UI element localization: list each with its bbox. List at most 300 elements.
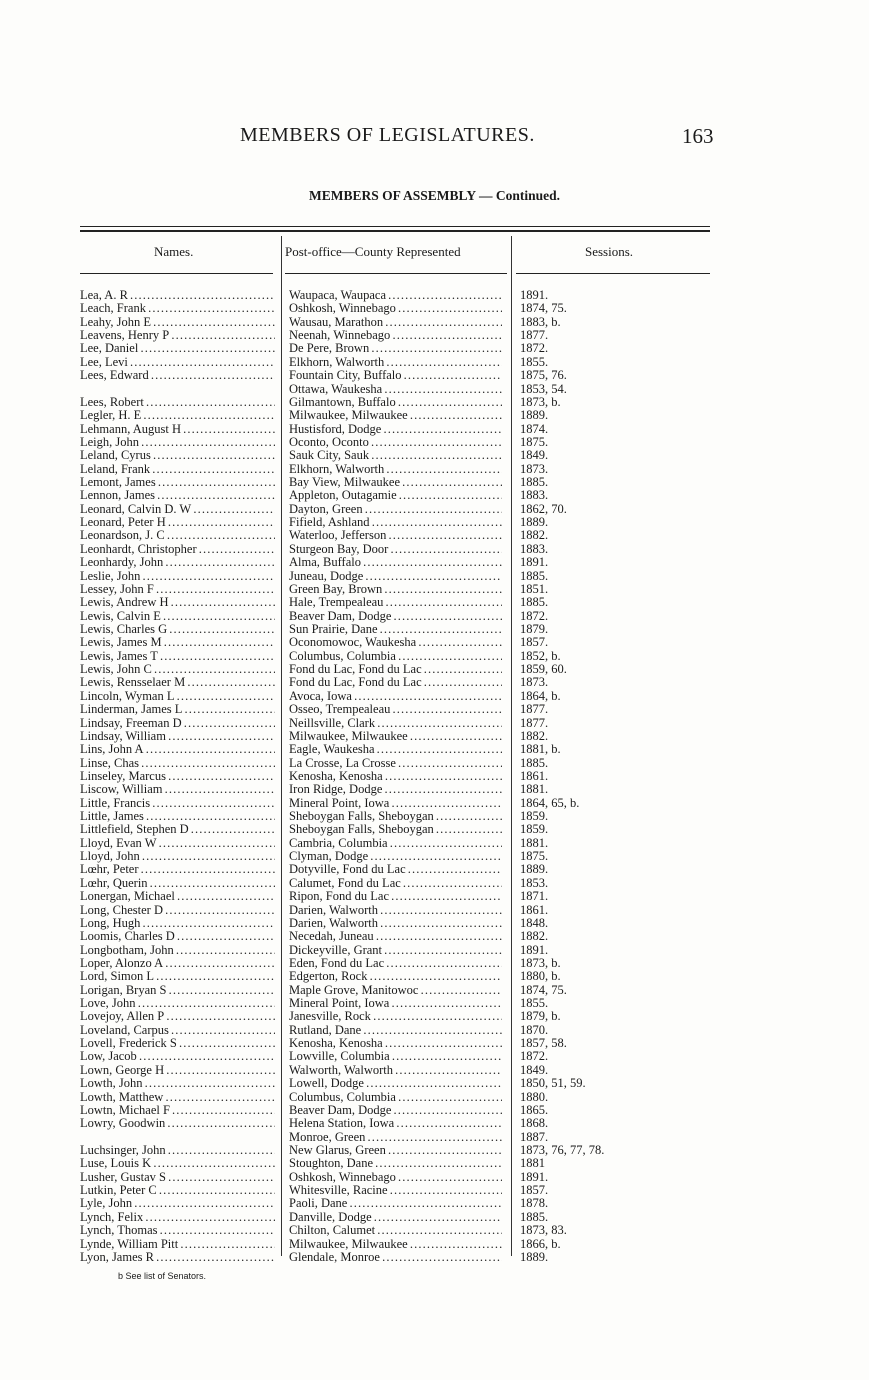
table-row [0,556,869,569]
table-row [0,1050,869,1063]
member-name: Lovejoy, Allen P . . . [80,1010,275,1023]
sessions: 1885. [520,595,549,610]
sessions: 1862, 70. [520,501,567,516]
column-headers [0,244,869,264]
sessions: 1891. [520,288,549,302]
post-office: Eden, Fond du Lac . . . [289,957,502,970]
table-row [0,1144,869,1157]
sessions: 1877. [520,328,549,343]
member-name: Lewis, Rensselaer M . . . [80,676,275,689]
sessions: 1889. [520,862,549,877]
post-office: Darien, Walworth . . . [289,917,502,930]
table-row [0,329,869,342]
member-name: Littlefield, Stephen D . . . [80,823,275,836]
sessions: 1849. [520,448,549,463]
member-name: Lynch, Thomas . . . [80,1224,275,1237]
member-name: Loper, Alonzo A . . . [80,957,275,970]
post-office: Oconomowoc, Waukesha . . . [289,636,502,649]
member-name: Lutkin, Peter C . . . [80,1184,275,1197]
post-office: Oshkosh, Winnebago . . . [289,302,502,315]
member-name: Lees, Edward . . . [80,369,275,382]
table-row [0,810,869,823]
member-name: Lees, Robert . . . [80,396,275,409]
post-office: Milwaukee, Milwaukee . . . [289,730,502,743]
member-name: Lowth, John . . . [80,1077,275,1090]
sessions: 1865. [520,1102,549,1117]
member-name: Love, John . . . [80,997,275,1010]
member-name: Leonard, Calvin D. W . . . [80,503,275,516]
member-name: Lorigan, Bryan S . . . [80,984,275,997]
post-office: Monroe, Green . . . [289,1131,502,1144]
member-name: Lonergan, Michael . . . [80,890,275,903]
table-row [0,1104,869,1117]
sessions: 1857. [520,635,549,650]
table-row [0,997,869,1010]
sessions: 1877. [520,715,549,730]
post-office: Columbus, Columbia . . . [289,650,502,663]
member-name: Lloyd, John . . . [80,850,275,863]
table-row [0,1024,869,1037]
sessions: 1870. [520,1022,549,1037]
member-name: Lewis, Andrew H . . . [80,596,275,609]
table-row [0,944,869,957]
post-office: Columbus, Columbia . . . [289,1091,502,1104]
post-office: Paoli, Dane . . . [289,1197,502,1210]
table-row [0,1037,869,1050]
page-header [0,124,869,152]
post-office: Elkhorn, Walworth . . . [289,463,502,476]
table-row [0,890,869,903]
post-office: Sun Prairie, Dane . . . [289,623,502,636]
member-name: Luchsinger, John . . . [80,1144,275,1157]
sessions: 1857. [520,1183,549,1198]
post-office: Hale, Trempealeau . . . [289,596,502,609]
member-name: Linseley, Marcus . . . [80,770,275,783]
member-name: Lyle, John . . . [80,1197,275,1210]
post-office: Fountain City, Buffalo . . . [289,369,502,382]
table-row [0,863,869,876]
post-office: Alma, Buffalo . . . [289,556,502,569]
sessions: 1874, 75. [520,982,567,997]
table-row [0,543,869,556]
sessions: 1883. [520,541,549,556]
table-row [0,743,869,756]
table-row [0,1184,869,1197]
member-name: Lowtn, Michael F . . . [80,1104,275,1117]
sessions: 1881. [520,835,549,850]
member-name: Lessey, John F . . . [80,583,275,596]
sessions: 1848. [520,915,549,930]
post-office: Beaver Dam, Dodge . . . [289,1104,502,1117]
sessions: 1885. [520,475,549,490]
post-office: Maple Grove, Manitowoc . . . [289,984,502,997]
member-name: Lemont, James . . . [80,476,275,489]
sessions: 1885. [520,1209,549,1224]
member-name: Lown, George H . . . [80,1064,275,1077]
sessions: 1866, b. [520,1236,561,1251]
member-name: Leavens, Henry P . . . [80,329,275,342]
post-office: Ottawa, Waukesha . . . [289,383,502,396]
member-name: Leahy, John E . . . [80,316,275,329]
table-row [0,1157,869,1170]
member-name: Loveland, Carpus . . . [80,1024,275,1037]
post-office: Clyman, Dodge . . . [289,850,502,863]
member-name: Lowry, Goodwin . . . [80,1117,275,1130]
member-name: Leslie, John . . . [80,570,275,583]
member-name: Liscow, William . . . [80,783,275,796]
table-top-rule [80,226,710,227]
sessions: 1859. [520,822,549,837]
sessions: 1872. [520,608,549,623]
post-office: Gilmantown, Buffalo . . . [289,396,502,409]
table-row [0,1077,869,1090]
post-office: Bay View, Milwaukee . . . [289,476,502,489]
header-sessions: Sessions. [585,244,634,259]
table-row [0,1064,869,1077]
sessions: 1885. [520,755,549,770]
sessions: 1871. [520,889,549,904]
member-name: Linse, Chas . . . [80,757,275,770]
sessions: 1875, 76. [520,368,567,383]
header-rule-sessions [516,273,710,274]
member-name: Lewis, James M . . . [80,636,275,649]
member-name: Lewis, John C . . . [80,663,275,676]
sessions: 1889. [520,1249,549,1264]
member-name: Leach, Frank . . . [80,302,275,315]
member-name: Long, Hugh . . . [80,917,275,930]
post-office: Cambria, Columbia . . . [289,837,502,850]
post-office: Fifield, Ashland . . . [289,516,502,529]
post-office: Chilton, Calumet . . . [289,1224,502,1237]
sessions: 1864, b. [520,688,561,703]
post-office: Iron Ridge, Dodge . . . [289,783,502,796]
sessions: 1879, b. [520,1009,561,1024]
post-office: Edgerton, Rock . . . [289,970,502,983]
table-row [0,1171,869,1184]
table-row [0,529,869,542]
member-name: Long, Chester D . . . [80,904,275,917]
table-row [0,302,869,315]
post-office: Helena Station, Iowa . . . [289,1117,502,1130]
table-row [0,1091,869,1104]
sessions: 1873, 83. [520,1223,567,1238]
member-name: Low, Jacob . . . [80,1050,275,1063]
post-office: De Pere, Brown . . . [289,342,502,355]
sessions: 1855. [520,354,549,369]
member-name: Lœhr, Querin . . . [80,877,275,890]
table-row [0,463,869,476]
member-name: Lincoln, Wyman L . . . [80,690,275,703]
table-row [0,396,869,409]
sessions: 1859, 60. [520,662,567,677]
table-row [0,1117,869,1130]
member-name: Lewis, Calvin E . . . [80,610,275,623]
member-name: Lee, Daniel . . . [80,342,275,355]
table-row [0,449,869,462]
post-office: Sauk City, Sauk . . . [289,449,502,462]
member-name: Leonard, Peter H . . . [80,516,275,529]
post-office: Lowville, Columbia . . . [289,1050,502,1063]
member-name: Leland, Frank . . . [80,463,275,476]
table-row [0,476,869,489]
member-name: Lyon, James R . . . [80,1251,275,1264]
member-name: Linderman, James L . . . [80,703,275,716]
sessions: 1861. [520,768,549,783]
post-office: Rutland, Dane . . . [289,1024,502,1037]
member-name: Lowth, Matthew . . . [80,1091,275,1104]
member-name: Legler, H. E . . . [80,409,275,422]
sessions: 1889. [520,515,549,530]
sessions: 1883, b. [520,314,561,329]
post-office: New Glarus, Green . . . [289,1144,502,1157]
post-office: Wausau, Marathon . . . [289,316,502,329]
post-office: Waupaca, Waupaca . . . [289,289,502,302]
table-row [0,930,869,943]
sessions: 1873, b. [520,955,561,970]
post-office: Appleton, Outagamie . . . [289,489,502,502]
table-row [0,676,869,689]
page-number: 163 [682,124,714,148]
sessions: 1887. [520,1129,549,1144]
post-office: Eagle, Waukesha . . . [289,743,502,756]
table-top-rule-2 [80,230,710,232]
post-office: Whitesville, Racine . . . [289,1184,502,1197]
table-row [0,1197,869,1210]
post-office: Oconto, Oconto . . . [289,436,502,449]
sessions: 1877. [520,702,549,717]
post-office: Avoca, Iowa . . . [289,690,502,703]
member-name: Lœhr, Peter . . . [80,863,275,876]
member-name: Longbotham, John . . . [80,944,275,957]
table-row [0,877,869,890]
member-name: Lusher, Gustav S . . . [80,1171,275,1184]
table-row [0,1010,869,1023]
sessions: 1875. [520,849,549,864]
sessions: 1880. [520,1089,549,1104]
table-row [0,610,869,623]
table-row [0,409,869,422]
post-office: Sheboygan Falls, Sheboygan . . . [289,823,502,836]
sessions: 1879. [520,621,549,636]
sessions: 1852, b. [520,648,561,663]
sessions: 1851. [520,581,549,596]
sessions: 1874, 75. [520,301,567,316]
table-row [0,957,869,970]
post-office: Kenosha, Kenosha . . . [289,1037,502,1050]
member-name: Leonhardy, John . . . [80,556,275,569]
sessions: 1891. [520,1169,549,1184]
sessions: 1873. [520,461,549,476]
sessions: 1861. [520,902,549,917]
sessions: 1873, b. [520,394,561,409]
sessions: 1889. [520,408,549,423]
footnote: b See list of Senators. [118,1271,207,1281]
post-office: Fond du Lac, Fond du Lac . . . [289,676,502,689]
member-name: Lovell, Frederick S . . . [80,1037,275,1050]
post-office: Danville, Dodge . . . [289,1211,502,1224]
sessions: 1891. [520,942,549,957]
member-name: Lindsay, Freeman D . . . [80,717,275,730]
member-name: Leonhardt, Christopher . . . [80,543,275,556]
sessions: 1874. [520,421,549,436]
table-row [0,636,869,649]
member-name: Lehmann, August H . . . [80,423,275,436]
sessions: 1881. [520,782,549,797]
post-office: Waterloo, Jefferson . . . [289,529,502,542]
table-row [0,717,869,730]
member-name: Leonardson, J. C . . . [80,529,275,542]
post-office: Milwaukee, Milwaukee . . . [289,409,502,422]
sessions: 1878. [520,1196,549,1211]
table-row [0,489,869,502]
table-row [0,757,869,770]
running-title: MEMBERS OF LEGISLATURES. [240,124,535,146]
table-row [0,770,869,783]
sessions: 1880, b. [520,969,561,984]
table-row [0,503,869,516]
member-name: Loomis, Charles D . . . [80,930,275,943]
post-office: Oshkosh, Winnebago . . . [289,1171,502,1184]
post-office: Milwaukee, Milwaukee . . . [289,1238,502,1251]
post-office: Sturgeon Bay, Door . . . [289,543,502,556]
table-row [0,516,869,529]
post-office: Ripon, Fond du Lac . . . [289,890,502,903]
table-row [0,917,869,930]
table-row [0,289,869,302]
post-office: Green Bay, Brown . . . [289,583,502,596]
table-row [0,570,869,583]
table-row [0,316,869,329]
sessions: 1849. [520,1062,549,1077]
post-office: Lowell, Dodge . . . [289,1077,502,1090]
table-row [0,1251,869,1264]
sessions: 1882. [520,528,549,543]
member-name: Leland, Cyrus . . . [80,449,275,462]
table-row [0,436,869,449]
table-row [0,369,869,382]
table-row [0,850,869,863]
table-row [0,1224,869,1237]
post-office: Mineral Point, Iowa . . . [289,997,502,1010]
sessions: 1850, 51, 59. [520,1076,586,1091]
member-name: Little, Francis . . . [80,797,275,810]
post-office: Janesville, Rock . . . [289,1010,502,1023]
post-office: Necedah, Juneau . . . [289,930,502,943]
member-name: Lewis, James T . . . [80,650,275,663]
post-office: Walworth, Walworth . . . [289,1064,502,1077]
post-office: Fond du Lac, Fond du Lac . . . [289,663,502,676]
table-row [0,1211,869,1224]
table-row [0,596,869,609]
member-name: Luse, Louis K . . . [80,1157,275,1170]
post-office: Hustisford, Dodge . . . [289,423,502,436]
header-rule-names [80,273,273,274]
sessions: 1868. [520,1116,549,1131]
sessions: 1857, 58. [520,1036,567,1051]
table-row [0,342,869,355]
header-names: Names. [154,244,194,259]
member-name: Lynch, Felix . . . [80,1211,275,1224]
sessions: 1882. [520,929,549,944]
table-row [0,583,869,596]
post-office: Osseo, Trempealeau . . . [289,703,502,716]
member-name: Lennon, James . . . [80,489,275,502]
sessions: 1872. [520,341,549,356]
table-row [0,690,869,703]
member-name: Lea, A. R . . . [80,289,275,302]
table-row [0,356,869,369]
post-office: Juneau, Dodge . . . [289,570,502,583]
post-office: Kenosha, Kenosha . . . [289,770,502,783]
post-office: Beaver Dam, Dodge . . . [289,610,502,623]
post-office: Dickeyville, Grant . . . [289,944,502,957]
member-name: Lewis, Charles G . . . [80,623,275,636]
post-office: Calumet, Fond du Lac . . . [289,877,502,890]
sessions: 1873, 76, 77, 78. [520,1143,605,1157]
table-body [0,289,869,1264]
member-name: Leigh, John . . . [80,436,275,449]
table-row [0,783,869,796]
member-name: Lee, Levi . . . [80,356,275,369]
sessions: 1883. [520,488,549,503]
sessions: 1872. [520,1049,549,1064]
post-office: Mineral Point, Iowa . . . [289,797,502,810]
post-office: Dayton, Green . . . [289,503,502,516]
table-row [0,383,869,396]
post-office: Elkhorn, Walworth . . . [289,356,502,369]
member-name: Lindsay, William . . . [80,730,275,743]
table-row [0,904,869,917]
sessions: 1853, 54. [520,381,567,396]
sessions: 1855. [520,996,549,1011]
post-office: Darien, Walworth . . . [289,904,502,917]
table-row [0,797,869,810]
member-name: Lord, Simon L . . . [80,970,275,983]
post-office: Dotyville, Fond du Lac . . . [289,863,502,876]
member-name: Lins, John A . . . [80,743,275,756]
post-office: Glendale, Monroe . . . [289,1251,502,1264]
table-row [0,1131,869,1144]
table-row [0,423,869,436]
table-row [0,823,869,836]
sessions: 1882. [520,728,549,743]
sessions: 1859. [520,809,549,824]
member-name: Little, James . . . [80,810,275,823]
sessions: 1873. [520,675,549,690]
sessions: 1864, 65, b. [520,795,580,810]
table-row [0,984,869,997]
member-name: Lynde, William Pitt . . . [80,1238,275,1251]
sessions: 1881, b. [520,742,561,757]
table-row [0,663,869,676]
table-row [0,623,869,636]
table-row [0,703,869,716]
table-row [0,730,869,743]
sessions: 1881 [520,1156,545,1171]
table-row [0,837,869,850]
sessions: 1891. [520,555,549,570]
table-row [0,1238,869,1251]
post-office: Neenah, Winnebago . . . [289,329,502,342]
table-row [0,650,869,663]
post-office: Stoughton, Dane . . . [289,1157,502,1170]
member-name: Lloyd, Evan W . . . [80,837,275,850]
section-title: MEMBERS OF ASSEMBLY — Continued. [309,188,560,203]
header-post-office: Post-office—County Represented [285,244,461,259]
post-office: Neillsville, Clark . . . [289,717,502,730]
post-office: Sheboygan Falls, Sheboygan . . . [289,810,502,823]
post-office: La Crosse, La Crosse . . . [289,757,502,770]
